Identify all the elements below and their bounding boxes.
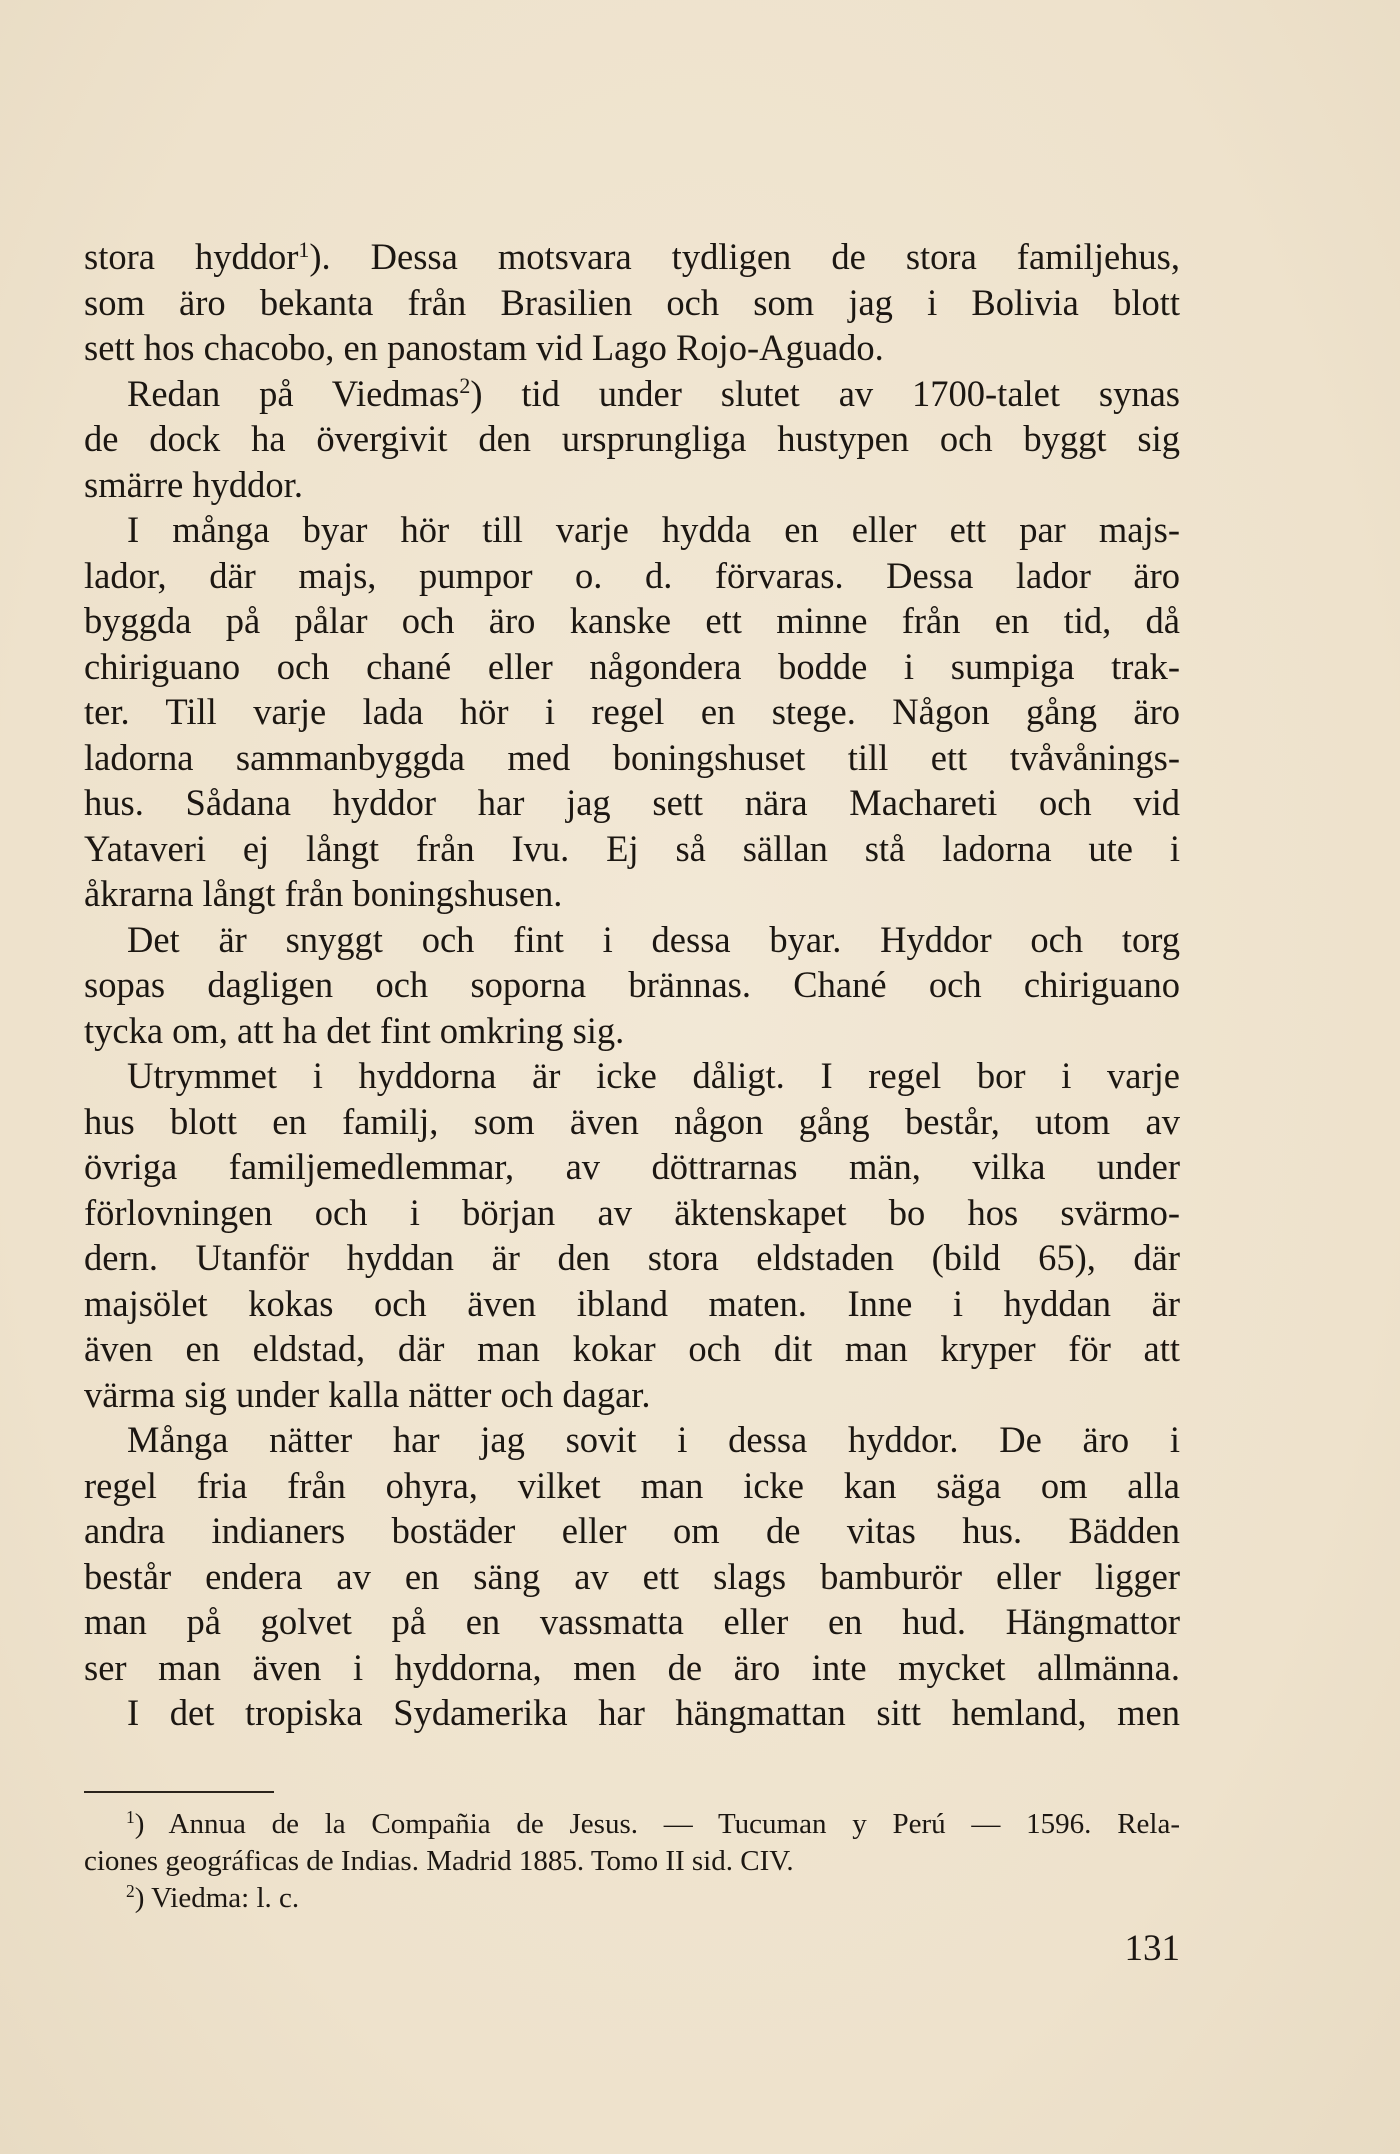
text-line: majsölet kokas och även ibland maten. Inne i hyddan är bbox=[84, 1282, 1180, 1324]
footnotes bbox=[84, 1806, 1180, 1917]
footnote-marker: 2 bbox=[126, 1881, 135, 1902]
footnote-line: $^2$) Viedma: l. c. bbox=[126, 1881, 300, 1914]
text-line: sett hos chacobo, en panostam vid Lago Rojo-Aguado. bbox=[84, 327, 884, 368]
text-line: värma sig under kalla nätter och dagar. bbox=[84, 1373, 651, 1415]
text-line: ladorna sammanbyggda med boningshuset till ett tvåvånings- bbox=[84, 736, 1180, 778]
text-line: Utrymmet i hyddorna är icke dåligt. I regel bor i varje bbox=[127, 1055, 1180, 1096]
text-line: hus. Sådana hyddor har jag sett nära Machareti och vid bbox=[84, 782, 1180, 823]
text-line: övriga familjemedlemmar, av döttrarnas män, vilka under bbox=[84, 1146, 1180, 1187]
text-line: dern. Utanför hyddan är den stora eldstaden (bild 65), där bbox=[84, 1237, 1180, 1278]
text-line: Redan på Viedmas$^2$) tid under slutet av 1700-talet synas bbox=[127, 372, 1180, 414]
text-line: man på golvet på en vassmatta eller en hud. Hängmattor bbox=[84, 1601, 1180, 1642]
footnote-line: $^1$) Annua de la Compañia de Jesus. — Tucuman y Perú — 1596. Rela- bbox=[126, 1807, 1180, 1840]
text-line: Yataveri ej långt från Ivu. Ej så sällan stå ladorna ute i bbox=[84, 827, 1180, 869]
text-line: regel fria från ohyra, vilket man icke kan säga om alla bbox=[84, 1464, 1180, 1506]
footnote-line: ciones geográficas de Indias. Madrid 1885. Tomo II sid. CIV. bbox=[84, 1845, 794, 1877]
text-line: I det tropiska Sydamerika har hängmattan sitt hemland, men bbox=[127, 1692, 1180, 1733]
text-line: andra indianers bostäder eller om de vitas hus. Bädden bbox=[84, 1510, 1180, 1551]
text-line: sopas dagligen och soporna brännas. Chané och chiriguano bbox=[84, 964, 1180, 1005]
text-line: chiriguano och chané eller någondera bodde i sumpiga trak- bbox=[84, 645, 1180, 687]
text-line: Det är snyggt och fint i dessa byar. Hyddor och torg bbox=[127, 918, 1180, 960]
text-line: lador, där majs, pumpor o. d. förvaras. Dessa lador äro bbox=[84, 554, 1180, 596]
page-number: 131 bbox=[1124, 1928, 1180, 1969]
text-line: hus blott en familj, som även någon gång består, utom av bbox=[84, 1100, 1180, 1142]
text-line: som äro bekanta från Brasilien och som jag i Bolivia blott bbox=[84, 281, 1180, 323]
text-line: ser man även i hyddorna, men de äro inte mycket allmänna. bbox=[84, 1646, 1180, 1688]
text-line: smärre hyddor. bbox=[84, 463, 303, 505]
text-line: ter. Till varje lada hör i regel en stege. Någon gång äro bbox=[84, 691, 1180, 732]
text-line: Många nätter har jag sovit i dessa hyddor. De äro i bbox=[127, 1419, 1180, 1460]
footnote-marker: 2 bbox=[459, 373, 471, 399]
text-line: de dock ha övergivit den ursprungliga hustypen och byggt sig bbox=[84, 418, 1180, 459]
footnote-marker: 1 bbox=[298, 236, 310, 262]
text-line: tycka om, att ha det fint omkring sig. bbox=[84, 1009, 625, 1051]
text-line: I många byar hör till varje hydda en eller ett par majs- bbox=[127, 509, 1180, 550]
text-line: åkrarna långt från boningshusen. bbox=[84, 873, 563, 914]
text-line: stora hyddor$^1$). Dessa motsvara tydligen de stora familjehus, bbox=[84, 236, 1180, 277]
text-line: även en eldstad, där man kokar och dit man kryper för att bbox=[84, 1328, 1180, 1369]
footnote-marker: 1 bbox=[126, 1807, 135, 1828]
text-line: består endera av en säng av ett slags bamburör eller ligger bbox=[84, 1555, 1180, 1597]
text-line: byggda på pålar och äro kanske ett minne från en tid, då bbox=[84, 600, 1180, 641]
body-text bbox=[84, 234, 1180, 1736]
footnote-divider bbox=[84, 1791, 274, 1793]
text-line: förlovningen och i början av äktenskapet bo hos svärmo- bbox=[84, 1191, 1180, 1233]
